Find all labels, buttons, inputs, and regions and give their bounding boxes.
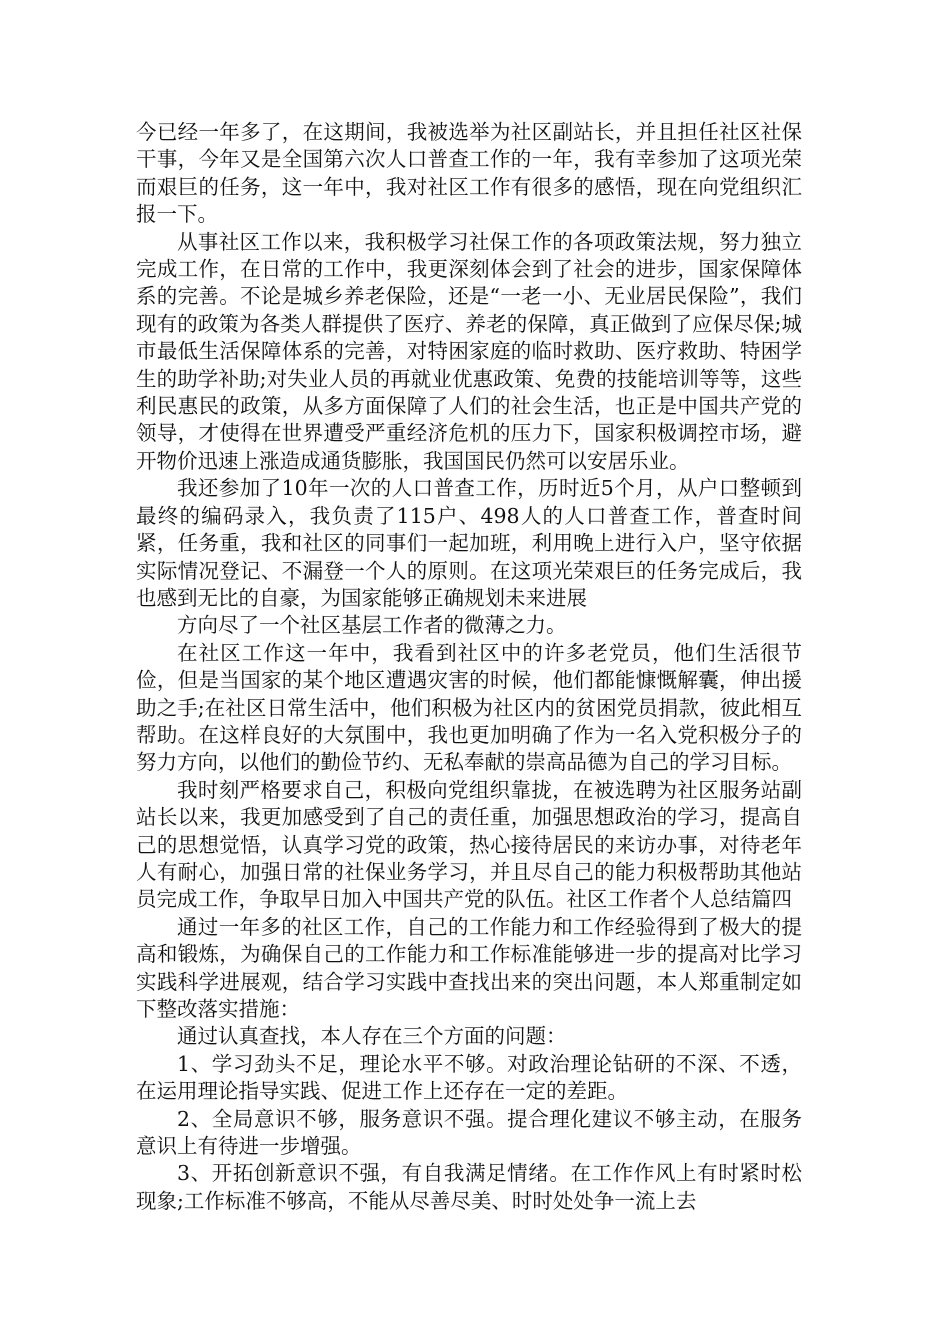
paragraph-4: 方向尽了一个社区基层工作者的微薄之力。 [177,613,567,638]
paragraph-6: 我时刻严格要求自己，积极向党组织靠拢，在被选聘为社区服务站副站长以来，我更加感受到了自己的责任重，加强思想政治的学习，提高自己的思想觉悟，认真学习党的政策，热心接待居民的来访办事，对待老年人有耐心，加强日常的社保业务学习，并且尽自己的能力积极帮助其他站员完成工作，争取早日加入中国共产党的队伍。社区工作者个人总结篇四 [136,777,802,912]
list-item-2: 2、全局意识不够，服务意识不强。提合理化建议不够主动，在服务意识上有待进一步增强。 [136,1106,802,1159]
paragraph-7: 通过一年多的社区工作，自己的工作能力和工作经验得到了极大的提高和锻炼，为确保自己的工作能力和工作标准能够进一步的提高对比学习实践科学进展观，结合学习实践中查找出来的突出问题，本人郑重制定如下整改落实措施： [136,914,802,1021]
list-item-1: 1、学习劲头不足，理论水平不够。对政治理论钻研的不深、不透，在运用理论指导实践、促进工作上还存在一定的差距。 [136,1051,802,1104]
paragraph-1: 今已经一年多了，在这期间，我被选举为社区副站长，并且担任社区社保干事，今年又是全国第六次人口普查工作的一年，我有幸参加了这项光荣而艰巨的任务，这一年中，我对社区工作有很多的感悟，现在向党组织汇报一下。 [136,120,802,227]
paragraph-3: 我还参加了10年一次的人口普查工作，历时近5个月，从户口整顿到最终的编码录入，我负责了115户、498人的人口普查工作，普查时间紧，任务重，我和社区的同事们一起加班，利用晚上进行入户，坚守依据实际情况登记、不漏登一个人的原则。在这项光荣艰巨的任务完成后，我也感到无比的自豪，为国家能够正确规划未来进展 [136,476,802,610]
paragraph-8: 通过认真查找，本人存在三个方面的问题： [177,1024,567,1049]
document-page [136,119,802,1215]
paragraph-5: 在社区工作这一年中，我看到社区中的许多老党员，他们生活很节俭，但是当国家的某个地区遭遇灾害的时候，他们都能慷慨解囊，伸出援助之手;在社区日常生活中，他们积极为社区内的贫困党员捐款，彼此相互帮助。在这样良好的大氛围中，我也更加明确了作为一名入党积极分子的努力方向，以他们的勤俭节约、无私奉献的崇高品德为自己的学习目标。 [136,640,802,775]
list-item-3: 3、开拓创新意识不强，有自我满足情绪。在工作作风上有时紧时松现象;工作标准不够高，不能从尽善尽美、时时处处争一流上去 [136,1161,802,1213]
paragraph-2: 从事社区工作以来，我积极学习社保工作的各项政策法规，努力独立完成工作，在日常的工作中，我更深刻体会到了社会的进步，国家保障体系的完善。不论是城乡养老保险，还是“一老一小、无业居民保险”，我们现有的政策为各类人群提供了医疗、养老的保障，真正做到了应保尽保;城市最低生活保障体系的完善，对特困家庭的临时救助、医疗救助、特困学生的助学补助;对失业人员的再就业优惠政策、免费的技能培训等等，这些利民惠民的政策，从多方面保障了人们的社会生活，也正是中国共产党的领导，才使得在世界遭受严重经济危机的压力下，国家积极调控市场，避开物价迅速上涨造成通货膨胀，我国国民仍然可以安居乐业。 [136,229,802,473]
